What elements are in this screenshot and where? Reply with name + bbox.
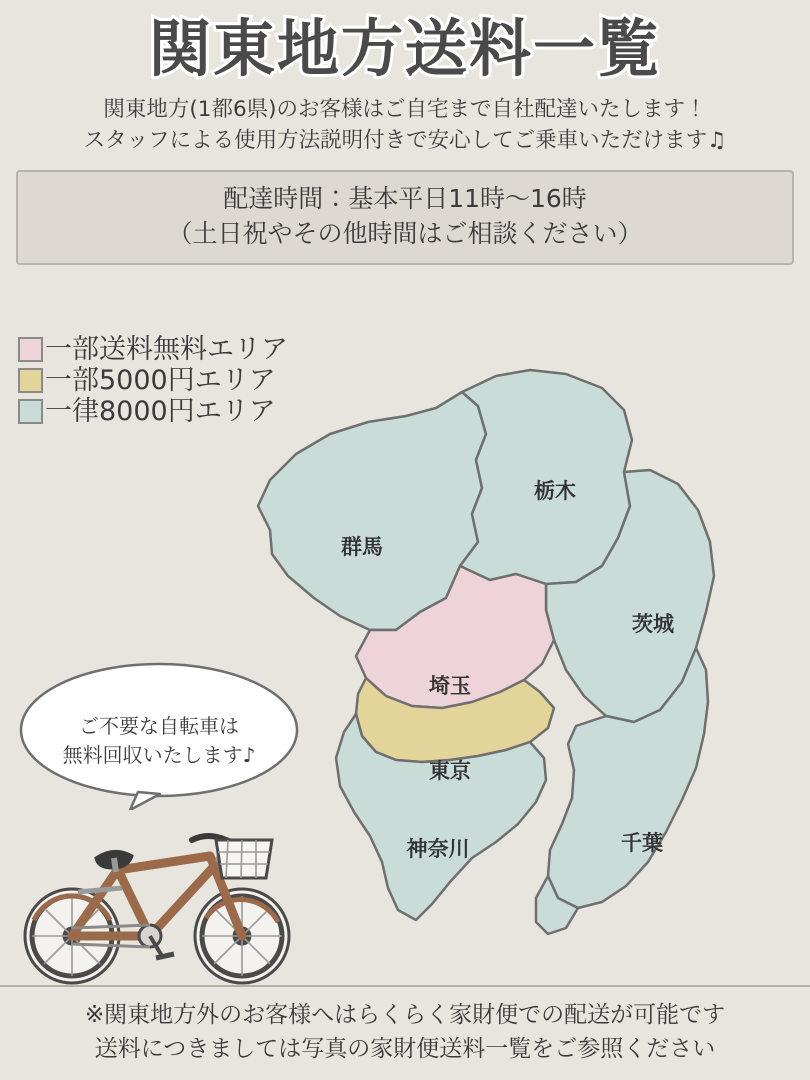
bicycle-illustration: [10, 800, 330, 990]
legend-label-free: 一部送料無料エリア: [45, 334, 288, 365]
lead-line-1: 関東地方(1都6県)のお客様はご自宅まで自社配達いたします！: [103, 97, 707, 123]
title-area: [0, 0, 810, 85]
bubble-line-1: ご不要な自転車は: [79, 714, 239, 738]
speech-bubble: [18, 660, 300, 810]
bubble-line-2: 無料回収いたします♪: [62, 743, 256, 767]
speech-bubble-text: [18, 712, 300, 770]
delivery-time-line-2: （土日祝やその他時間はご相談ください）: [167, 218, 643, 248]
map-label-tokyo: 東京: [429, 759, 471, 783]
map-label-ibaraki: 茨城: [632, 612, 674, 636]
footer-note: [0, 985, 810, 1080]
map-label-gunma: 群馬: [341, 535, 383, 559]
legend-swatch-5000: [18, 368, 43, 393]
footer-line-1: ※関東地方外のお客様へはらくらく家財便での配送が可能です: [84, 1002, 726, 1029]
legend-label-8000: 一律8000円エリア: [45, 396, 276, 427]
map-label-kanagawa: 神奈川: [406, 837, 470, 861]
delivery-time-line-1: 配達時間：基本平日11時〜16時: [223, 184, 587, 214]
bicycle-icon: [10, 800, 330, 990]
legend-swatch-free: [18, 337, 43, 362]
delivery-time-box: [16, 170, 794, 265]
footer-line-2: 送料につきましては写真の家財便送料一覧をご参照ください: [94, 1035, 716, 1062]
map-label-tochigi: 栃木: [534, 479, 576, 503]
page-title: 関東地方送料一覧: [148, 12, 661, 85]
lead-line-2: スタッフによる使用方法説明付きで安心してご乗車いただけます♫: [83, 127, 727, 153]
legend-swatch-8000: [18, 399, 43, 424]
map-label-saitama: 埼玉: [429, 674, 471, 698]
legend-label-5000: 一部5000円エリア: [45, 365, 276, 396]
lead-text: [0, 95, 810, 156]
map-label-chiba: 千葉: [621, 831, 663, 855]
